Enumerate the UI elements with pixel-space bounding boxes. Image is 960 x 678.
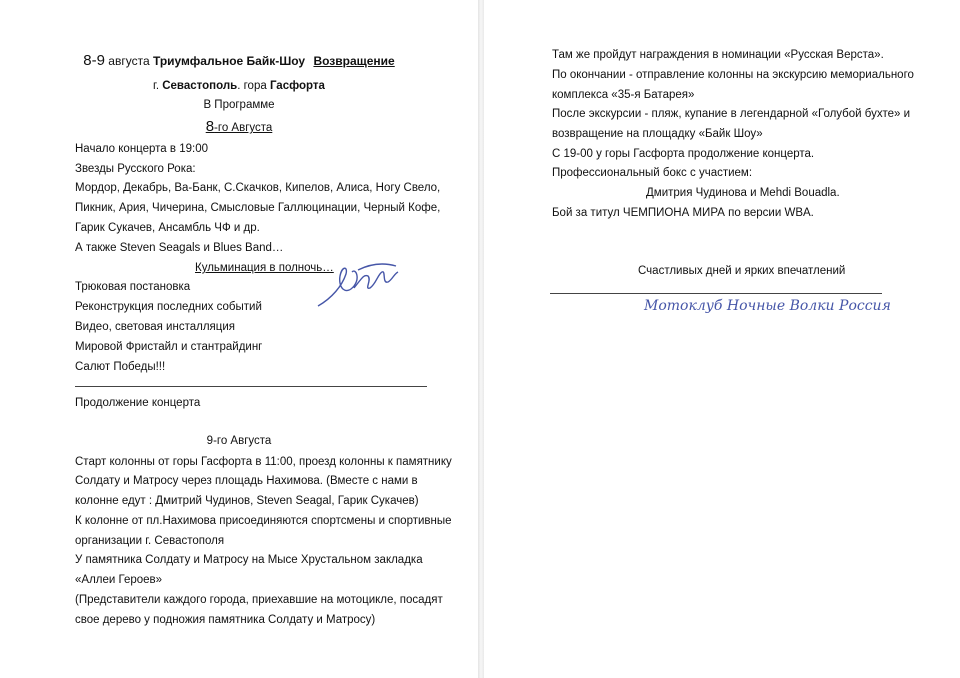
- right-line: После экскурсии - пляж, купание в легендарной «Голубой бухте» и: [552, 108, 911, 120]
- right-line: Профессиональный бокс с участием:: [552, 167, 753, 179]
- event-name: Триумфальное Байк-Шоу: [152, 54, 306, 68]
- day2-heading: 9-го Августа: [206, 435, 272, 447]
- day2-line: колонне едут : Дмитрий Чудинов, Steven Seagal, Гарик Сукачев): [75, 495, 419, 507]
- event-title: [0, 54, 478, 68]
- event-month: августа: [104, 54, 153, 68]
- show-line: Реконструкция последних событий: [75, 301, 262, 313]
- day2-line: У памятника Солдату и Матросу на Мысе Хрустальном закладка: [75, 554, 423, 566]
- city-name: Севастополь: [162, 80, 238, 92]
- mountain-prefix: . гора: [237, 80, 270, 92]
- right-page: [484, 0, 960, 678]
- day1-number: 8: [205, 118, 215, 135]
- day1-line: А также Steven Seagals и Blues Band…: [75, 242, 284, 254]
- show-line: Видео, световая инсталляция: [75, 321, 236, 333]
- right-line: По окончании - отправление колонны на экскурсию мемориального: [552, 69, 914, 81]
- day2-line: свое дерево у подножия памятника Солдату и Матросу): [75, 614, 376, 626]
- day2-line: «Аллеи Героев»: [75, 574, 163, 586]
- day1-heading: [0, 120, 478, 135]
- day1-line: Звезды Русского Рока:: [75, 163, 196, 175]
- city-prefix: г.: [153, 80, 163, 92]
- culmination-heading: Кульминация в полночь…: [195, 262, 334, 274]
- day1-line: Пикник, Ария, Чичерина, Смысловые Галлюцинации, Черный Кофе,: [75, 202, 441, 214]
- right-line: комплекса «35-я Батарея»: [552, 89, 695, 101]
- event-location: [0, 79, 478, 93]
- right-line: возвращение на площадку «Байк Шоу»: [552, 128, 763, 140]
- divider-line: [75, 386, 427, 387]
- signature-scribble: [312, 258, 402, 310]
- show-line: Трюковая постановка: [75, 281, 191, 293]
- signature-line: [550, 293, 882, 294]
- day2-line: организации г. Севастополя: [75, 535, 225, 547]
- day1-line: Мордор, Декабрь, Ва-Банк, С.Скачков, Кипелов, Алиса, Ногу Свело,: [75, 182, 441, 194]
- show-line: Мировой Фристайл и стантрайдинг: [75, 341, 263, 353]
- right-line: С 19-00 у горы Гасфорта продолжение концерта.: [552, 148, 815, 160]
- continuation-text: Продолжение концерта: [75, 397, 201, 409]
- day2-line: (Представители каждого города, приехавшие на мотоцикле, посадят: [75, 594, 443, 606]
- day1-line: Гарик Сукачев, Ансамбль ЧФ и др.: [75, 222, 260, 234]
- title-fight-line: Бой за титул ЧЕМПИОНА МИРА по версии WBA.: [552, 207, 814, 219]
- program-heading: В Программе: [203, 99, 275, 111]
- mountain-name: Гасфорта: [269, 80, 325, 92]
- day2-line: Старт колонны от горы Гасфорта в 11:00, проезд колонны к памятнику: [75, 456, 452, 468]
- boxers-line: Дмитрия Чудинова и Mehdi Bouadla.: [646, 187, 840, 199]
- day2-line: Солдату и Матросу через площадь Нахимова. (Вместе с нами в: [75, 475, 418, 487]
- closing-wish: Счастливых дней и ярких впечатлений: [638, 265, 846, 277]
- handwritten-club-signature: Мотоклуб Ночные Волки Россия: [644, 298, 891, 314]
- day2-line: К колонне от пл.Нахимова присоединяются спортсмены и спортивные: [75, 515, 452, 527]
- right-line: Там же пройдут награждения в номинации «Русская Верста».: [552, 49, 884, 61]
- event-dates: 8-9: [83, 52, 105, 69]
- day1-suffix: -го Августа: [214, 122, 273, 134]
- event-subtitle: Возвращение: [313, 54, 395, 68]
- left-page: [0, 0, 478, 678]
- day1-line: Начало концерта в 19:00: [75, 143, 208, 155]
- show-line: Салют Победы!!!: [75, 361, 166, 373]
